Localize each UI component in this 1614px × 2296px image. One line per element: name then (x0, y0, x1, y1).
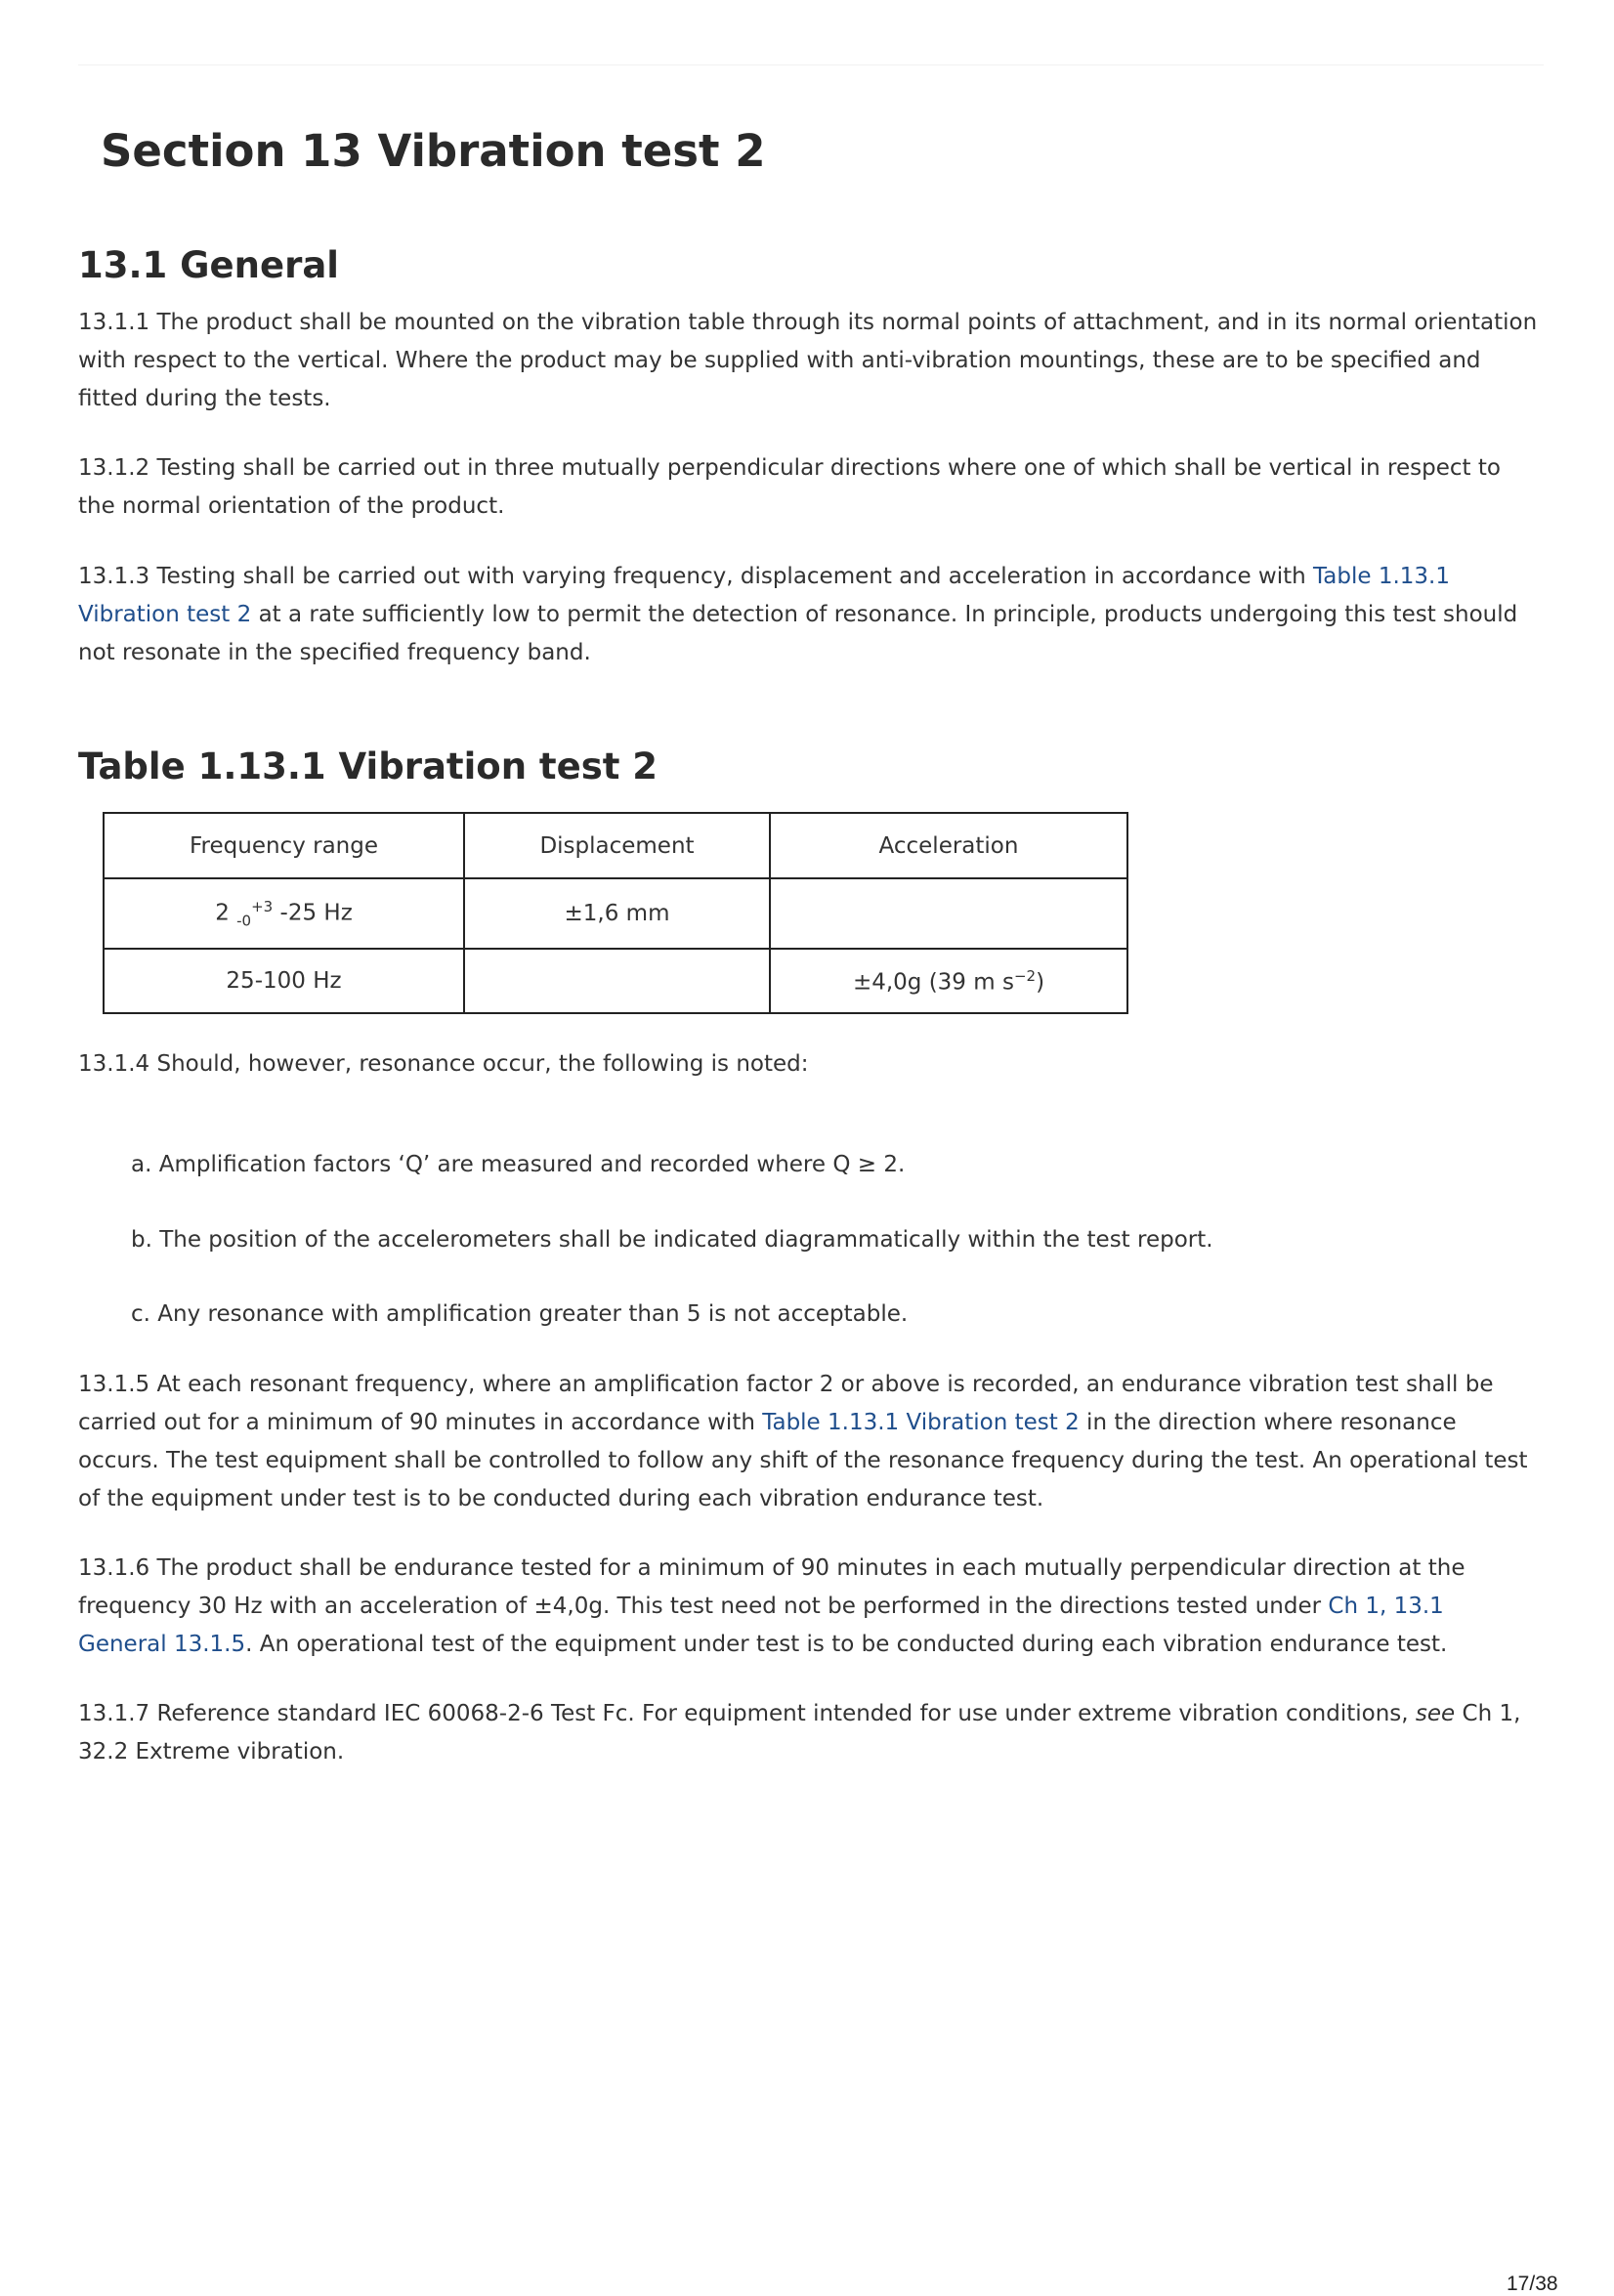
cell-frequency (104, 878, 464, 949)
chapter-link[interactable]: Ch 1, 13.1 General 13.1.5 (78, 1594, 1444, 1657)
paragraph-text: Ch 1, 32.2 Extreme vibration. (78, 1701, 1521, 1765)
header-frequency-range: Frequency range (104, 813, 464, 878)
freq-upper-tolerance: +3 (251, 897, 274, 915)
cell-frequency: 25-100 Hz (104, 949, 464, 1013)
vibration-table (103, 812, 1128, 1014)
paragraph-text: at a rate sufficiently low to permit the detection of resonance. In principle, products undergoing this test should not resonate in the specified frequency band. (78, 602, 1518, 665)
table-header-row (104, 813, 1127, 878)
paragraph-text: 13.1.6 The product shall be endurance tested for a minimum of 90 minutes in each mutually perpendicular direction at the frequency 30 Hz with an acceleration of ±4,0g. This test need not be performed in the directions tested under (78, 1555, 1465, 1619)
paragraph-13-1-5 (78, 1366, 1539, 1518)
list-item: c. Any resonance with amplification greater than 5 is not acceptable. (131, 1301, 909, 1327)
paragraph-13-1-3 (78, 558, 1539, 672)
list-item: b. The position of the accelerometers shall be indicated diagrammatically within the test report. (131, 1227, 1213, 1253)
paragraph-italic: see (1415, 1701, 1456, 1726)
paragraph-text: 13.1.5 At each resonant frequency, where an amplification factor 2 or above is recorded, an endurance vibration test shall be carried out for a minimum of 90 minutes in accordance with (78, 1372, 1494, 1435)
paragraph-13-1-4: 13.1.4 Should, however, resonance occur, the following is noted: (78, 1051, 809, 1077)
freq-lower-tolerance: -0 (236, 912, 252, 930)
table-heading: Table 1.13.1 Vibration test 2 (78, 745, 658, 787)
paragraph-13-1-1: 13.1.1 The product shall be mounted on the vibration table through its normal points of attachment, and in its normal orientation with respect to the vertical. Where the product may be supplied with anti-vibration mountings, these are to be specified and fitted during the tests. (78, 310, 1538, 411)
top-divider (78, 64, 1544, 65)
header-displacement: Displacement (464, 813, 770, 878)
paragraph-13-1-2: 13.1.2 Testing shall be carried out in three mutually perpendicular directions where one of which shall be vertical in respect to the normal orientation of the product. (78, 455, 1501, 519)
header-acceleration: Acceleration (770, 813, 1127, 878)
paragraph-text: in the direction where resonance occurs. The test equipment shall be controlled to follow any shift of the resonance frequency during the test. An operational test of the equipment under test is to be conducted during each vibration endurance test. (78, 1410, 1528, 1511)
table-link[interactable]: Table 1.13.1 Vibration test 2 (78, 564, 1450, 627)
acc-exponent: −2 (1013, 966, 1037, 985)
freq-base: 2 (215, 900, 237, 926)
section-title: Section 13 Vibration test 2 (101, 125, 766, 177)
acc-close: ) (1036, 969, 1045, 996)
cell-acceleration (770, 878, 1127, 949)
cell-displacement (464, 949, 770, 1013)
paragraph-13-1-6 (78, 1550, 1539, 1664)
paragraph-text: 13.1.7 Reference standard IEC 60068-2-6 Test Fc. For equipment intended for use under extreme vibration conditions, (78, 1701, 1416, 1726)
freq-rest: -25 Hz (273, 900, 353, 926)
cell-displacement: ±1,6 mm (464, 878, 770, 949)
acc-value: ±4,0g (39 m s (852, 969, 1014, 996)
paragraph-13-1-7 (78, 1695, 1539, 1771)
table-row (104, 949, 1127, 1013)
list-item: a. Amplification factors ‘Q’ are measured and recorded where Q ≥ 2. (131, 1152, 906, 1177)
general-heading: 13.1 General (78, 244, 339, 286)
paragraph-text: . An operational test of the equipment under test is to be conducted during each vibration endurance test. (245, 1632, 1448, 1657)
page-number: 17/38 (1507, 2273, 1558, 2295)
paragraph-text: 13.1.3 Testing shall be carried out with varying frequency, displacement and acceleration in accordance with (78, 564, 1314, 589)
cell-acceleration (770, 949, 1127, 1013)
table-link[interactable]: Table 1.13.1 Vibration test 2 (762, 1410, 1080, 1435)
table-row (104, 878, 1127, 949)
